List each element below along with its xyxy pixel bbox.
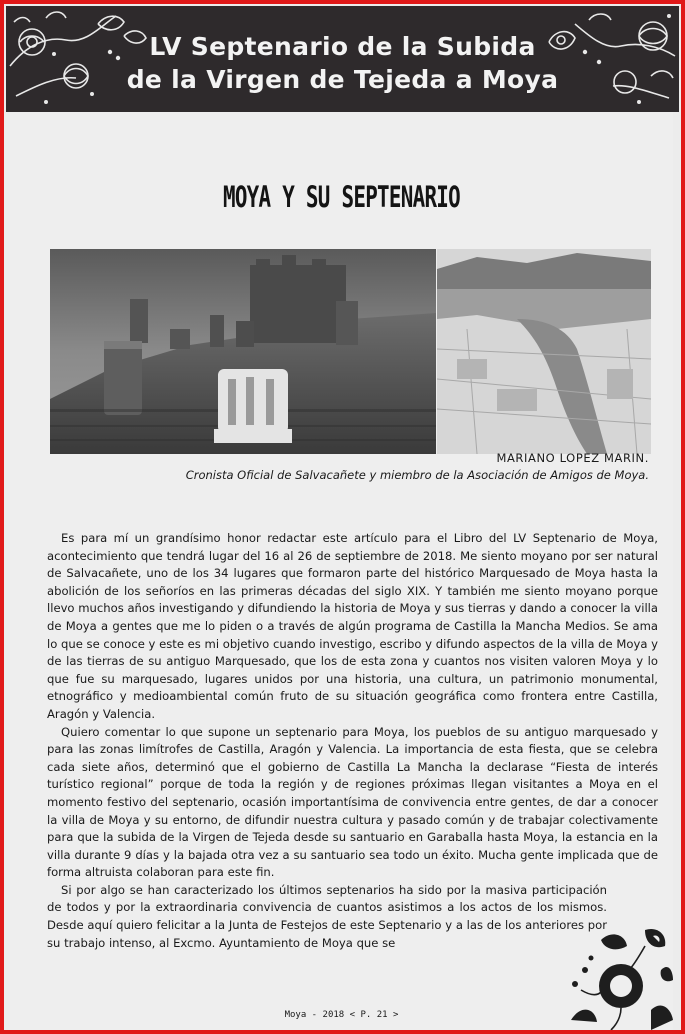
page-content xyxy=(10,112,673,1030)
header-title-line-1: LV Septenario de la Subida xyxy=(149,32,536,61)
article-paragraph-3: Si por algo se han caracterizado los últimos septenarios ha sido por la masiva participación de todos y por la extraordinaria convivencia de cuantos asistimos a los actos de los mismos. Desde aquí quiero felicitar a la Junta de Festejos de este Septenario y a las de los anteriores por su trabajo intenso, al Excmo. Ayuntamiento de Moya que se xyxy=(47,882,607,950)
header-banner xyxy=(6,6,679,112)
header-title-line-2: de la Virgen de Tejeda a Moya xyxy=(126,65,559,94)
article-title: MOYA Y SU SEPTENARIO xyxy=(222,180,461,214)
aerial-landscape-photo xyxy=(437,249,651,454)
article-body xyxy=(47,530,658,952)
page-footer: Moya - 2018 < P. 21 > xyxy=(284,1010,399,1020)
header-title xyxy=(6,30,679,96)
article-paragraph-2: Quiero comentar lo que supone un septenario para Moya, los pueblos de su antiguo marquesado y para las zonas limítrofes de Castilla, Aragón y Valencia. La importancia de esta fiesta, que se celebra cada siete años, determinó que el gobierno de Castilla La Mancha la declarase “Fiesta de interés turístico regional” porque de toda la región y de regiones próximas llegan visitantes a Moya en el momento festivo del septenario, ocasión importantísima de convivencia entre gentes, de dar a conocer la villa de Moya y su entorno, de difundir nuestra cultura y pasado común y de trabajar colectivamente para que la subida de la Virgen de Tejeda desde su santuario en Garaballa hasta Moya, la estancia en la villa durante 9 días y la bajada otra vez a su santuario sea todo un éxito. Mucha gente implicada que de forma altruista colaboran para este fin. xyxy=(47,724,658,880)
author-block xyxy=(186,450,649,484)
castle-ruins-photo xyxy=(50,249,436,454)
article-paragraph-1: Es para mí un grandísimo honor redactar este artículo para el Libro del LV Septenario de Moya, acontecimiento que tendrá lugar del 16 al 26 de septiembre de 2018. Me siento moyano por ser natural de Salvacañete, uno de los 34 lugares que formaron parte del histórico Marquesado de Moya hasta la abolición de los señoríos en las primeras décadas del siglo XIX. Y también me siento moyano porque llevo muchos años investigando y difundiendo la historia de Moya y sus tierras y dando a conocer la villa de Moya a gentes que me lo piden o a través de algún programa de Castilla la Mancha Medios. Se ama lo que se conoce y este es mi objetivo cuando investigo, escribo y difundo aspectos de la villa de Moya y de las tierras de su antiguo Marquesado, que los de esta zona y cuantos nos visiten valoren Moya y lo que fue su marquesado, lugares unidos por una historia, una cultura, un patrimonio monumental, etnográfico y medioambiental común fruto de su situación geográfica como frontera entre Castilla, Aragón y Valencia. xyxy=(47,531,658,721)
author-role: Cronista Oficial de Salvacañete y miembro de la Asociación de Amigos de Moya. xyxy=(185,468,649,482)
author-name: MARIANO LOPEZ MARIN. xyxy=(496,451,649,465)
